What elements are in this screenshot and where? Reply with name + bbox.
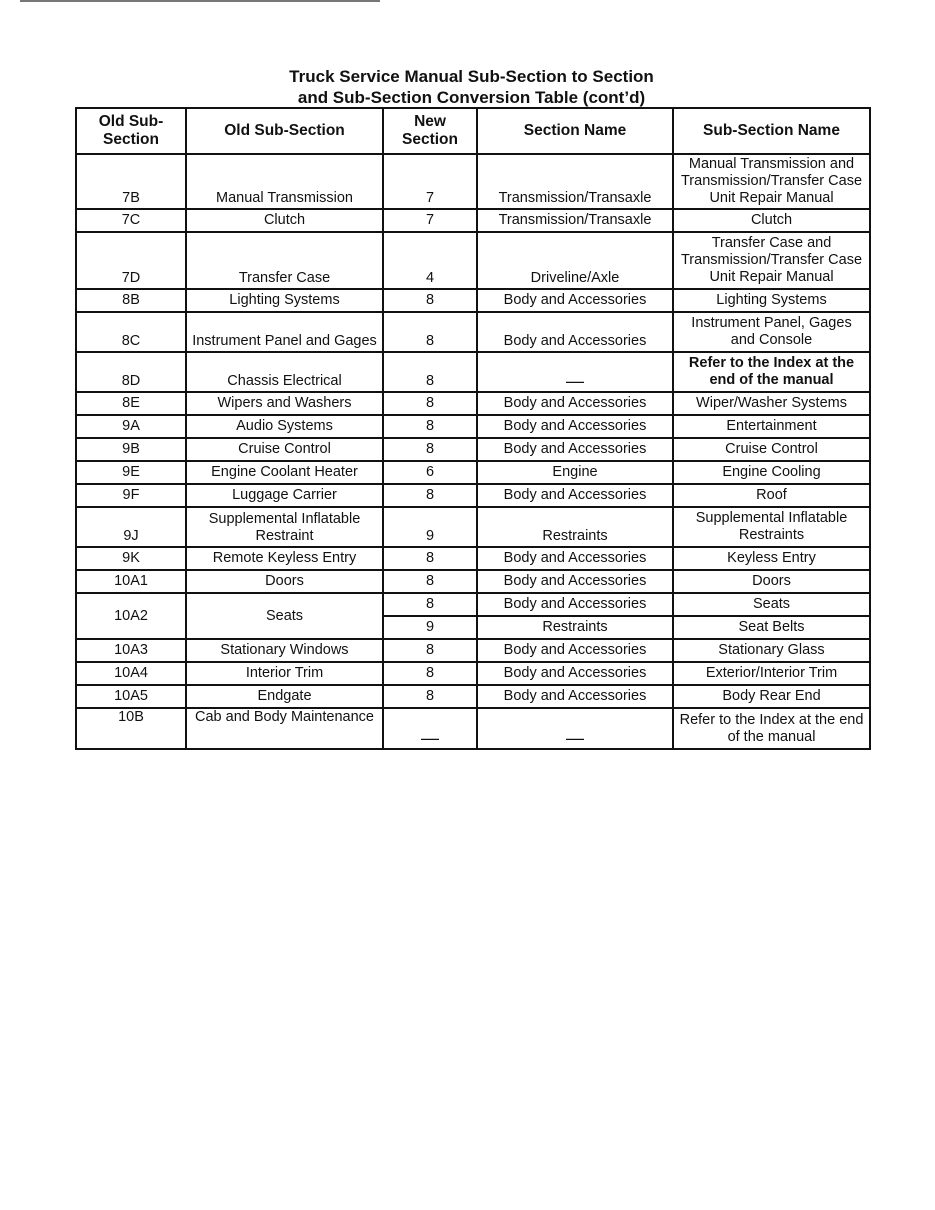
table-row — [76, 461, 870, 484]
old-code-cell: 8E — [76, 392, 186, 415]
new-section-cell: 8 — [383, 662, 477, 685]
old-code-cell: 9A — [76, 415, 186, 438]
old-name-cell: Stationary Windows — [186, 639, 383, 662]
section-name-cell: Driveline/Axle — [477, 232, 673, 289]
table-row — [76, 547, 870, 570]
old-code-cell: 9B — [76, 438, 186, 461]
section-name-cell: Body and Accessories — [477, 289, 673, 312]
section-name-cell: Body and Accessories — [477, 639, 673, 662]
old-name-cell: Lighting Systems — [186, 289, 383, 312]
new-section-cell: 8 — [383, 547, 477, 570]
header-sub-section-name: Sub-Section Name — [673, 108, 870, 154]
table-row — [76, 685, 870, 708]
table-row — [76, 232, 870, 289]
new-section-cell: — — [383, 708, 477, 749]
old-code-cell: 7D — [76, 232, 186, 289]
table-row — [76, 154, 870, 209]
old-code-cell: 10A4 — [76, 662, 186, 685]
table-row — [76, 312, 870, 352]
sub-section-name-cell: Lighting Systems — [673, 289, 870, 312]
header-old-sub-section-name: Old Sub-Section — [186, 108, 383, 154]
new-section-cell: 8 — [383, 593, 477, 616]
table-row — [76, 415, 870, 438]
new-section-cell: 8 — [383, 570, 477, 593]
sub-section-name-cell: Wiper/Washer Systems — [673, 392, 870, 415]
old-code-cell: 10A5 — [76, 685, 186, 708]
old-name-cell: Cruise Control — [186, 438, 383, 461]
header-section-name: Section Name — [477, 108, 673, 154]
sub-section-name-cell: Stationary Glass — [673, 639, 870, 662]
section-name-cell: Body and Accessories — [477, 662, 673, 685]
old-code-cell: 8D — [76, 352, 186, 392]
old-name-cell: Engine Coolant Heater — [186, 461, 383, 484]
new-section-cell: 8 — [383, 352, 477, 392]
old-name-cell: Seats — [186, 593, 383, 639]
sub-section-name-cell: Roof — [673, 484, 870, 507]
section-name-cell: Body and Accessories — [477, 570, 673, 593]
new-section-cell: 9 — [383, 507, 477, 547]
section-name-cell: Body and Accessories — [477, 392, 673, 415]
old-name-cell: Cab and Body Maintenance — [186, 708, 383, 749]
new-section-cell: 8 — [383, 312, 477, 352]
section-name-cell: Body and Accessories — [477, 685, 673, 708]
new-section-cell: 8 — [383, 415, 477, 438]
header-row — [76, 108, 870, 154]
table-row — [76, 507, 870, 547]
old-code-cell: 9E — [76, 461, 186, 484]
new-section-cell: 6 — [383, 461, 477, 484]
table-row — [76, 392, 870, 415]
old-code-cell: 10A2 — [76, 593, 186, 639]
header-old-sub-section-code: Old Sub-Section — [76, 108, 186, 154]
new-section-cell: 8 — [383, 438, 477, 461]
sub-section-name-cell: Clutch — [673, 209, 870, 232]
section-name-cell: Body and Accessories — [477, 438, 673, 461]
table-row — [76, 438, 870, 461]
sub-section-name-cell: Transfer Case and Transmission/Transfer Case Unit Repair Manual — [673, 232, 870, 289]
section-name-cell: Body and Accessories — [477, 312, 673, 352]
section-name-cell: Transmission/Transaxle — [477, 209, 673, 232]
old-name-cell: Instrument Panel and Gages — [186, 312, 383, 352]
old-code-cell: 10B — [76, 708, 186, 749]
sub-section-name-cell: Doors — [673, 570, 870, 593]
old-name-cell: Transfer Case — [186, 232, 383, 289]
sub-section-name-cell: Seats — [673, 593, 870, 616]
section-name-cell: Body and Accessories — [477, 547, 673, 570]
header-new-section: New Section — [383, 108, 477, 154]
table-row — [76, 639, 870, 662]
old-name-cell: Clutch — [186, 209, 383, 232]
new-section-cell: 4 — [383, 232, 477, 289]
old-code-cell: 8C — [76, 312, 186, 352]
new-section-cell: 8 — [383, 289, 477, 312]
section-name-cell: Body and Accessories — [477, 593, 673, 616]
table-row — [76, 708, 870, 749]
old-name-cell: Audio Systems — [186, 415, 383, 438]
sub-section-name-cell: Supplemental Inflatable Restraints — [673, 507, 870, 547]
old-code-cell: 8B — [76, 289, 186, 312]
section-name-cell: Body and Accessories — [477, 484, 673, 507]
old-code-cell: 7B — [76, 154, 186, 209]
table-row — [76, 352, 870, 392]
sub-section-name-cell: Manual Transmission and Transmission/Transfer Case Unit Repair Manual — [673, 154, 870, 209]
conversion-table — [75, 107, 871, 750]
sub-section-name-cell: Engine Cooling — [673, 461, 870, 484]
new-section-cell: 8 — [383, 392, 477, 415]
old-name-cell: Supplemental Inflatable Restraint — [186, 507, 383, 547]
sub-section-name-cell: Refer to the Index at the end of the manual — [673, 352, 870, 392]
old-name-cell: Chassis Electrical — [186, 352, 383, 392]
section-name-cell: Restraints — [477, 616, 673, 639]
section-name-cell: — — [477, 708, 673, 749]
table-row — [76, 209, 870, 232]
section-name-cell: Restraints — [477, 507, 673, 547]
section-name-cell: Engine — [477, 461, 673, 484]
sub-section-name-cell: Keyless Entry — [673, 547, 870, 570]
table-row — [76, 593, 870, 616]
sub-section-name-cell: Refer to the Index at the end of the manual — [673, 708, 870, 749]
section-name-cell: Body and Accessories — [477, 415, 673, 438]
sub-section-name-cell: Cruise Control — [673, 438, 870, 461]
table-row — [76, 570, 870, 593]
new-section-cell: 7 — [383, 209, 477, 232]
old-name-cell: Doors — [186, 570, 383, 593]
old-code-cell: 9K — [76, 547, 186, 570]
new-section-cell: 8 — [383, 484, 477, 507]
new-section-cell: 8 — [383, 685, 477, 708]
old-name-cell: Interior Trim — [186, 662, 383, 685]
table-row — [76, 662, 870, 685]
title-line-2: and Sub-Section Conversion Table (cont’d) — [297, 88, 646, 107]
top-scan-rule — [20, 0, 380, 2]
title-line-1: Truck Service Manual Sub-Section to Section — [289, 67, 654, 86]
sub-section-name-cell: Instrument Panel, Gages and Console — [673, 312, 870, 352]
table-row — [76, 289, 870, 312]
old-name-cell: Remote Keyless Entry — [186, 547, 383, 570]
new-section-cell: 9 — [383, 616, 477, 639]
section-name-cell: Transmission/Transaxle — [477, 154, 673, 209]
old-name-cell: Endgate — [186, 685, 383, 708]
old-name-cell: Wipers and Washers — [186, 392, 383, 415]
old-code-cell: 10A3 — [76, 639, 186, 662]
old-code-cell: 9J — [76, 507, 186, 547]
old-name-cell: Luggage Carrier — [186, 484, 383, 507]
old-name-cell: Manual Transmission — [186, 154, 383, 209]
old-code-cell: 7C — [76, 209, 186, 232]
new-section-cell: 8 — [383, 639, 477, 662]
old-code-cell: 10A1 — [76, 570, 186, 593]
sub-section-name-cell: Seat Belts — [673, 616, 870, 639]
sub-section-name-cell: Exterior/Interior Trim — [673, 662, 870, 685]
new-section-cell: 7 — [383, 154, 477, 209]
page-title — [0, 66, 935, 108]
section-name-cell: — — [477, 352, 673, 392]
sub-section-name-cell: Body Rear End — [673, 685, 870, 708]
table-row — [76, 484, 870, 507]
sub-section-name-cell: Entertainment — [673, 415, 870, 438]
old-code-cell: 9F — [76, 484, 186, 507]
